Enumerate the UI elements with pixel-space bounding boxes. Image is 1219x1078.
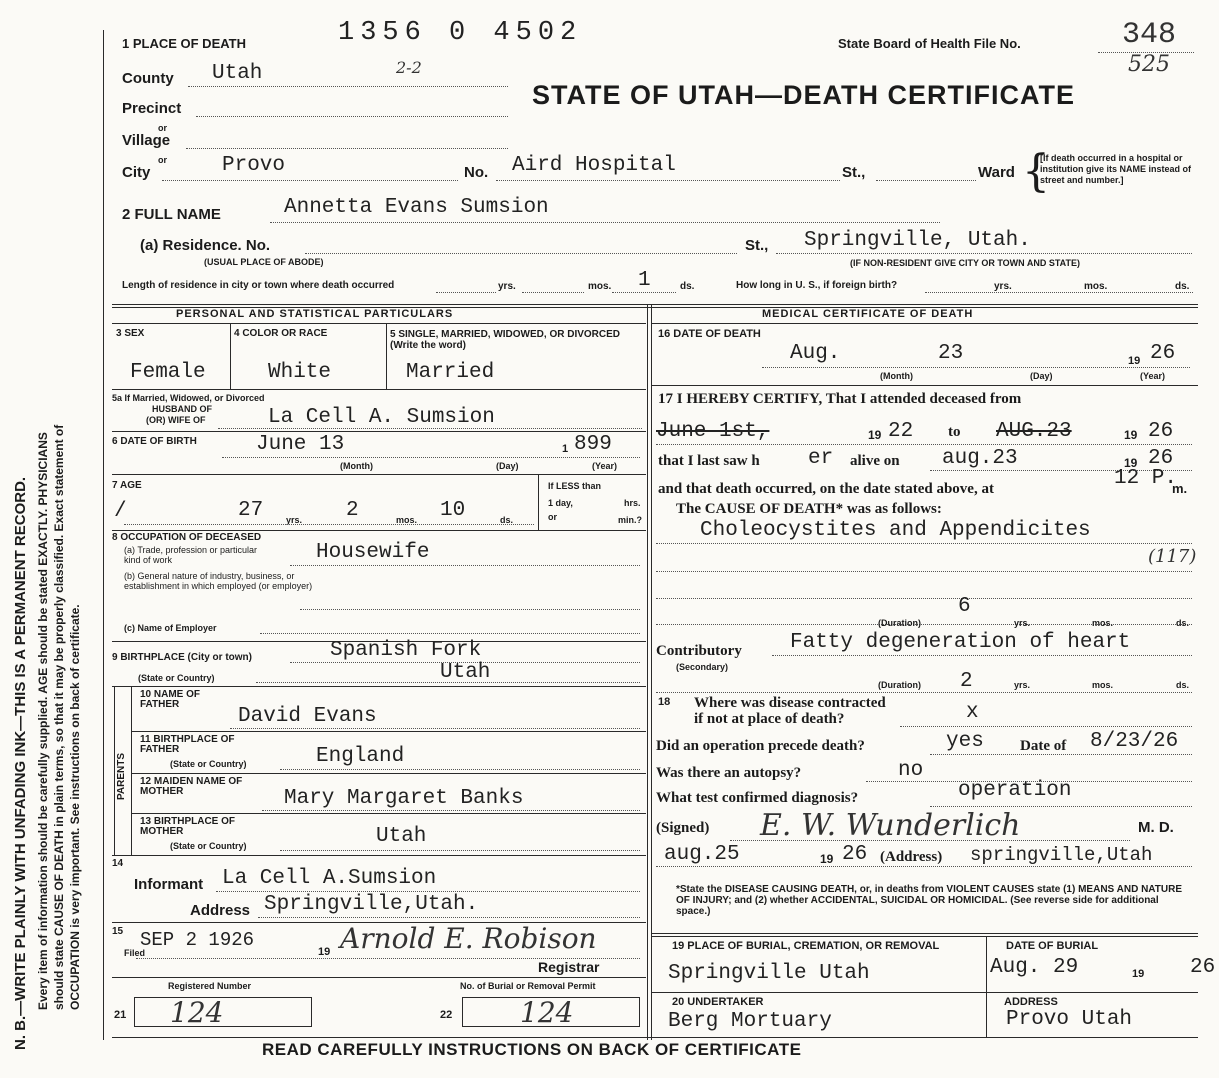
registrar-signature: Arnold E. Robison	[340, 922, 597, 955]
birthplace-label: 9 BIRTHPLACE (City or town)	[112, 652, 252, 663]
length-ds-line	[612, 292, 676, 293]
father-label: 10 NAME OF FATHER	[140, 689, 201, 710]
burial-date: Aug. 29	[990, 956, 1079, 979]
county-label: County	[122, 70, 174, 87]
city-value: Provo	[222, 154, 286, 177]
undertaker-value: Berg Mortuary	[668, 1010, 832, 1033]
sign-year: 26	[842, 843, 868, 866]
file-no-label: State Board of Health File No.	[838, 36, 1021, 51]
und-address-label: ADDRESS	[1004, 996, 1058, 1008]
mother-label: 12 MAIDEN NAME OF MOTHER	[140, 776, 243, 797]
operation-label: Did an operation precede death?	[656, 738, 865, 754]
certify-line: 17 I HEREBY CERTIFY, That I attended deceased from	[658, 391, 1022, 407]
duration2-value: 2	[960, 670, 973, 693]
dob-monthday: June 13	[256, 433, 345, 456]
father-value: David Evans	[238, 705, 377, 728]
footer-instructions: READ CAREFULLY INSTRUCTIONS ON BACK OF CERTIFICATE	[262, 1040, 802, 1059]
cause-value: Choleocystites and Appendicites	[700, 519, 1091, 542]
file-no: 348	[1122, 18, 1177, 52]
occ-b: (b) General nature of industry, business, or establishment in which employed (or employer)	[124, 571, 313, 591]
or-label-2: or	[158, 155, 167, 165]
op-date-label: Date of	[1020, 738, 1067, 754]
certificate-title: STATE OF UTAH—DEATH CERTIFICATE	[532, 80, 1075, 110]
death-time: 12 P.	[1114, 467, 1178, 490]
occ-c: (c) Name of Employer	[124, 623, 217, 633]
informant-address-line	[258, 917, 640, 918]
sign-19: 19	[820, 852, 834, 866]
dod-day-sub: (Day)	[1030, 371, 1053, 381]
residence-line	[776, 253, 1192, 254]
residence-label: (a) Residence. No.	[140, 237, 271, 254]
burial-place: Springville Utah	[668, 962, 870, 985]
rule-after-age	[112, 530, 646, 531]
test-value: operation	[958, 779, 1072, 802]
personal-section-title: PERSONAL AND STATISTICAL PARTICULARS	[176, 308, 454, 320]
informant-address: Springville,Utah.	[264, 893, 479, 916]
father-bp-value: England	[316, 745, 405, 768]
no-label: No.	[464, 164, 489, 181]
duration1-yrs: yrs.	[1014, 618, 1031, 628]
dob-month-sub: (Month)	[340, 461, 373, 471]
race-label: 4 COLOR OR RACE	[234, 328, 328, 339]
autopsy-label: Was there an autopsy?	[656, 765, 802, 781]
spouse-line	[218, 428, 642, 429]
precinct-line	[196, 116, 508, 117]
last-saw-date: aug.23	[942, 447, 1018, 470]
cause-code: (117)	[1148, 546, 1197, 567]
num-14: 14	[112, 858, 124, 869]
spouse-label-1: 5a If Married, Widowed, or Divorced	[112, 393, 265, 403]
contrib-sub: (Secondary)	[676, 662, 729, 672]
or-label-1: or	[158, 123, 167, 133]
death-time-m: m.	[1172, 481, 1188, 496]
age-mos-label: mos.	[396, 515, 418, 525]
less-or: or	[548, 512, 557, 522]
marital-value: Married	[406, 361, 495, 384]
county-value: Utah	[212, 62, 263, 85]
rule-bottom	[112, 1037, 1198, 1038]
village-label: Village	[122, 132, 171, 149]
medical-section-title: MEDICAL CERTIFICATE OF DEATH	[762, 308, 974, 320]
mother-bp-label: 13 BIRTHPLACE OF MOTHER	[140, 816, 236, 837]
informant-address-label: Address	[190, 902, 251, 919]
mother-bp-line	[280, 850, 640, 851]
father-bp-line	[280, 769, 640, 770]
q18-answer: x	[966, 701, 979, 724]
occ-line-1	[290, 565, 640, 566]
cause-line-1	[656, 543, 1192, 544]
father-line	[230, 728, 640, 729]
father-bp-sub: (State or Country)	[170, 759, 247, 769]
informant-line	[216, 891, 640, 892]
st-label: St.,	[842, 164, 866, 181]
duration2-line	[656, 692, 1192, 693]
to-19: 19	[1124, 428, 1138, 442]
sidebar-instructions-2: should state CAUSE OF DEATH in plain terms, so that it may be properly classified. Exact statement of	[52, 424, 66, 1010]
length-mos-line	[522, 292, 584, 293]
test-label: What test confirmed diagnosis?	[656, 790, 859, 806]
num-21: 21	[114, 1009, 127, 1021]
op-date: 8/23/26	[1090, 730, 1179, 753]
sex-value: Female	[130, 361, 206, 384]
md-label: M. D.	[1138, 819, 1174, 836]
duration1-label: (Duration)	[878, 618, 921, 628]
ward-label: Ward	[978, 164, 1015, 181]
informant-value: La Cell A.Sumsion	[222, 867, 437, 890]
rule-after-mother	[132, 813, 646, 814]
registrar-label: Registrar	[538, 959, 600, 975]
und-address-value: Provo Utah	[1006, 1008, 1133, 1031]
rule-header	[112, 304, 1198, 305]
from-year: 22	[888, 420, 914, 443]
us-label: How long in U. S., if foreign birth?	[736, 280, 898, 291]
mother-bp-value: Utah	[376, 825, 427, 848]
dod-month-sub: (Month)	[880, 371, 913, 381]
sidebar-instructions-3: OCCUPATION is very important. See instructions on back of certificate.	[68, 604, 82, 1010]
operation-value: yes	[946, 730, 984, 753]
spouse-value: La Cell A. Sumsion	[268, 406, 495, 429]
burial-permit-label: No. of Burial or Removal Permit	[460, 981, 596, 991]
rule-parents-2	[131, 687, 132, 855]
city-line	[162, 180, 458, 181]
last-saw-1: that I last saw h	[658, 453, 760, 469]
rule-age-less	[538, 475, 539, 530]
sex-label: 3 SEX	[116, 328, 145, 339]
last-saw-year: 26	[1148, 447, 1174, 470]
ward-brace: {	[1022, 146, 1050, 197]
last-saw-19: 19	[1124, 456, 1138, 470]
filed-date: SEP 2 1926	[140, 929, 255, 951]
occ-line-3	[260, 633, 640, 634]
rule-after-footnote-2	[652, 936, 1198, 937]
county-line	[188, 86, 508, 87]
sidebar-warning: N. B.—WRITE PLAINLY WITH UNFADING INK—THIS IS A PERMANENT RECORD.	[12, 476, 29, 1050]
us-mos: mos.	[1084, 281, 1108, 292]
age-label: 7 AGE	[112, 480, 142, 491]
residence-value: Springville, Utah.	[804, 229, 1031, 252]
occupation-label: 8 OCCUPATION OF DECEASED	[112, 532, 262, 543]
duration2-label: (Duration)	[878, 680, 921, 690]
attend-line	[656, 444, 1192, 445]
sign-date-line	[656, 866, 1192, 867]
residence-no-line	[305, 253, 737, 254]
rule-after-dob	[112, 474, 646, 475]
duration1-ds: ds.	[1176, 618, 1190, 628]
to-label: to	[948, 424, 961, 440]
undertaker-label: 20 UNDERTAKER	[672, 996, 764, 1008]
file-no-2: 525	[1128, 52, 1170, 77]
rule-after-father	[132, 731, 646, 732]
age-yrs-label: yrs.	[286, 515, 303, 525]
contrib-line	[772, 655, 1192, 656]
rule-sex-race	[230, 324, 231, 390]
death-occurred: and that death occurred, on the date stated above, at	[658, 481, 994, 497]
length-yrs-line	[436, 292, 496, 293]
q18-line-1: Where was disease contracted	[694, 695, 886, 711]
reg-number-label: Registered Number	[168, 981, 252, 991]
length-label: Length of residence in city or town where death occurred	[122, 280, 395, 291]
q18-num: 18	[658, 696, 671, 708]
mother-bp-sub: (State or Country)	[170, 841, 247, 851]
address-label: (Address)	[880, 849, 943, 865]
contrib-label: Contributory	[656, 643, 742, 659]
q18-line-2: if not at place of death?	[694, 711, 845, 727]
burial-label: 19 PLACE OF BURIAL, CREMATION, OR REMOVAL	[672, 940, 940, 952]
rule-medical-title	[652, 323, 1198, 324]
burial-date-label: DATE OF BURIAL	[1006, 940, 1099, 952]
dob-year-sub: (Year)	[592, 461, 618, 471]
rule-after-burial	[652, 992, 1198, 993]
duration2-mos: mos.	[1092, 680, 1114, 690]
residence-st-label: St.,	[745, 237, 769, 254]
rule-after-filed	[112, 977, 646, 978]
less-day: 1 day,	[548, 498, 573, 508]
age-line	[124, 524, 534, 525]
precinct-label: Precinct	[122, 100, 182, 117]
age-ds-label: ds.	[500, 515, 514, 525]
place-of-death-label: 1 PLACE OF DEATH	[122, 36, 246, 51]
birthplace-sub: (State or Country)	[138, 673, 215, 683]
occupation-value: Housewife	[316, 541, 430, 564]
cause-line-2	[656, 571, 1192, 572]
rule-personal-title	[112, 323, 646, 324]
full-name-line	[270, 222, 940, 223]
us-yrs: yrs.	[994, 281, 1012, 292]
physician-address: springville,Utah	[970, 844, 1153, 866]
dod-line	[762, 367, 1190, 368]
occ-a: (a) Trade, profession or particular kind of work	[124, 545, 258, 565]
hospital-line	[496, 180, 840, 181]
filed-label: Filed	[124, 948, 146, 958]
autopsy-value: no	[898, 759, 924, 782]
city-label: City	[122, 164, 151, 181]
burial-year: 26	[1190, 956, 1216, 979]
dob-year-prefix: 1	[562, 443, 569, 455]
from-19: 19	[868, 428, 882, 442]
cause-line-3	[656, 598, 1192, 599]
dob-day-sub: (Day)	[496, 461, 519, 471]
rule-after-footnote	[652, 933, 1198, 934]
informant-label: Informant	[134, 876, 204, 893]
column-divider-2	[651, 305, 652, 1040]
race-value: White	[268, 361, 332, 384]
dob-year: 899	[574, 433, 612, 456]
length-mos: mos.	[588, 281, 612, 292]
last-saw-her: er	[808, 447, 834, 470]
mother-value: Mary Margaret Banks	[284, 787, 524, 810]
duration2-ds: ds.	[1176, 680, 1190, 690]
rule-after-dod	[652, 385, 1198, 386]
signed-line	[730, 840, 1130, 841]
age-days: 10	[440, 499, 466, 522]
last-saw-2: alive on	[850, 453, 900, 469]
occ-line-2	[300, 609, 640, 610]
spouse-label-2: HUSBAND OF	[152, 404, 212, 414]
dod-year-sub: (Year)	[1140, 371, 1166, 381]
operation-line	[930, 754, 1192, 755]
age-years: 27	[238, 499, 264, 522]
age-months: 2	[346, 499, 359, 522]
physician-signature: E. W. Wunderlich	[760, 808, 1021, 843]
full-name-label: 2 FULL NAME	[122, 206, 221, 223]
rule-race-marital	[386, 324, 387, 390]
less-min: min.?	[618, 515, 642, 525]
num-15: 15	[112, 926, 124, 937]
from-date: June 1st,	[656, 420, 770, 443]
sidebar-instructions-1: Every item of information should be carefully supplied. AGE should be stated EXACTLY. PHYSICIANS	[36, 432, 50, 1010]
county-note: 2-2	[396, 58, 422, 77]
rule-after-sex	[112, 389, 646, 390]
test-line	[930, 806, 1192, 807]
us-line	[925, 292, 1193, 293]
dob-line	[222, 457, 640, 458]
q18-line	[900, 726, 1192, 727]
dod-day: 23	[938, 342, 964, 365]
duration1-value: 6	[958, 595, 971, 618]
cause-label: The CAUSE OF DEATH* was as follows:	[676, 501, 942, 517]
birthplace-city: Spanish Fork	[330, 639, 482, 662]
to-date: AUG.23	[996, 420, 1072, 443]
nonres-note: (IF NON-RESIDENT GIVE CITY OR TOWN AND STATE)	[850, 258, 1081, 268]
reg-number: 124	[170, 996, 224, 1029]
signed-label: (Signed)	[656, 820, 710, 836]
father-bp-label: 11 BIRTHPLACE OF FATHER	[140, 734, 235, 755]
burial-19: 19	[1132, 968, 1145, 980]
dob-label: 6 DATE OF BIRTH	[112, 436, 197, 447]
rule-parents-1	[114, 687, 115, 855]
duration1-mos: mos.	[1092, 618, 1114, 628]
parents-label: PARENTS	[116, 752, 127, 800]
full-name-value: Annetta Evans Sumsion	[284, 196, 549, 219]
burial-permit: 124	[520, 996, 574, 1029]
contrib-value: Fatty degeneration of heart	[790, 631, 1131, 654]
dod-year: 26	[1150, 342, 1176, 365]
column-divider	[647, 305, 648, 1040]
dod-19: 19	[1128, 355, 1141, 367]
num-22: 22	[440, 1009, 453, 1021]
length-yrs: yrs.	[498, 281, 516, 292]
length-ds: ds.	[680, 281, 695, 292]
filed-19: 19	[318, 946, 331, 958]
age-mark: /	[114, 500, 127, 523]
length-days-value: 1	[638, 269, 651, 292]
footnote: *State the DISEASE CAUSING DEATH, or, in deaths from VIOLENT CAUSES state (1) MEANS AND NATURE OF INJURY; and (2) whether ACCIDENTAL, SUICIDAL OR HOMICIDAL. (See reverse side for additional space.)	[676, 884, 1182, 917]
sign-date: aug.25	[664, 843, 740, 866]
mother-line	[262, 810, 640, 811]
birthplace-state: Utah	[440, 661, 491, 684]
spouse-label-3: (OR) WIFE OF	[146, 415, 206, 425]
st-line	[876, 180, 976, 181]
dod-label: 16 DATE OF DEATH	[658, 328, 761, 340]
dod-month: Aug.	[790, 342, 841, 365]
rule-burial-date	[986, 937, 987, 1037]
duration2-yrs: yrs.	[1014, 680, 1031, 690]
us-ds: ds.	[1175, 281, 1190, 292]
rule-after-spouse	[112, 431, 646, 432]
cert-number-stamp: 1356 0 4502	[338, 18, 583, 48]
rule-after-father-bp	[132, 773, 646, 774]
hospital-value: Aird Hospital	[512, 154, 676, 177]
ward-note: [If death occurred in a hospital or institution give its NAME instead of street and number.]	[1040, 153, 1192, 185]
rule-after-parents	[112, 855, 646, 856]
village-line	[186, 148, 508, 149]
less-hrs: hrs.	[624, 498, 641, 508]
residence-sub: (USUAL PLACE OF ABODE)	[204, 257, 324, 267]
less-label: If LESS than	[548, 481, 602, 491]
marital-label: 5 SINGLE, MARRIED, WIDOWED, OR DIVORCED (Write the word)	[390, 329, 621, 351]
birthplace-line-2	[256, 682, 640, 683]
to-year: 26	[1148, 420, 1174, 443]
left-frame-line	[103, 30, 104, 1040]
rule-after-birthplace	[112, 686, 646, 687]
